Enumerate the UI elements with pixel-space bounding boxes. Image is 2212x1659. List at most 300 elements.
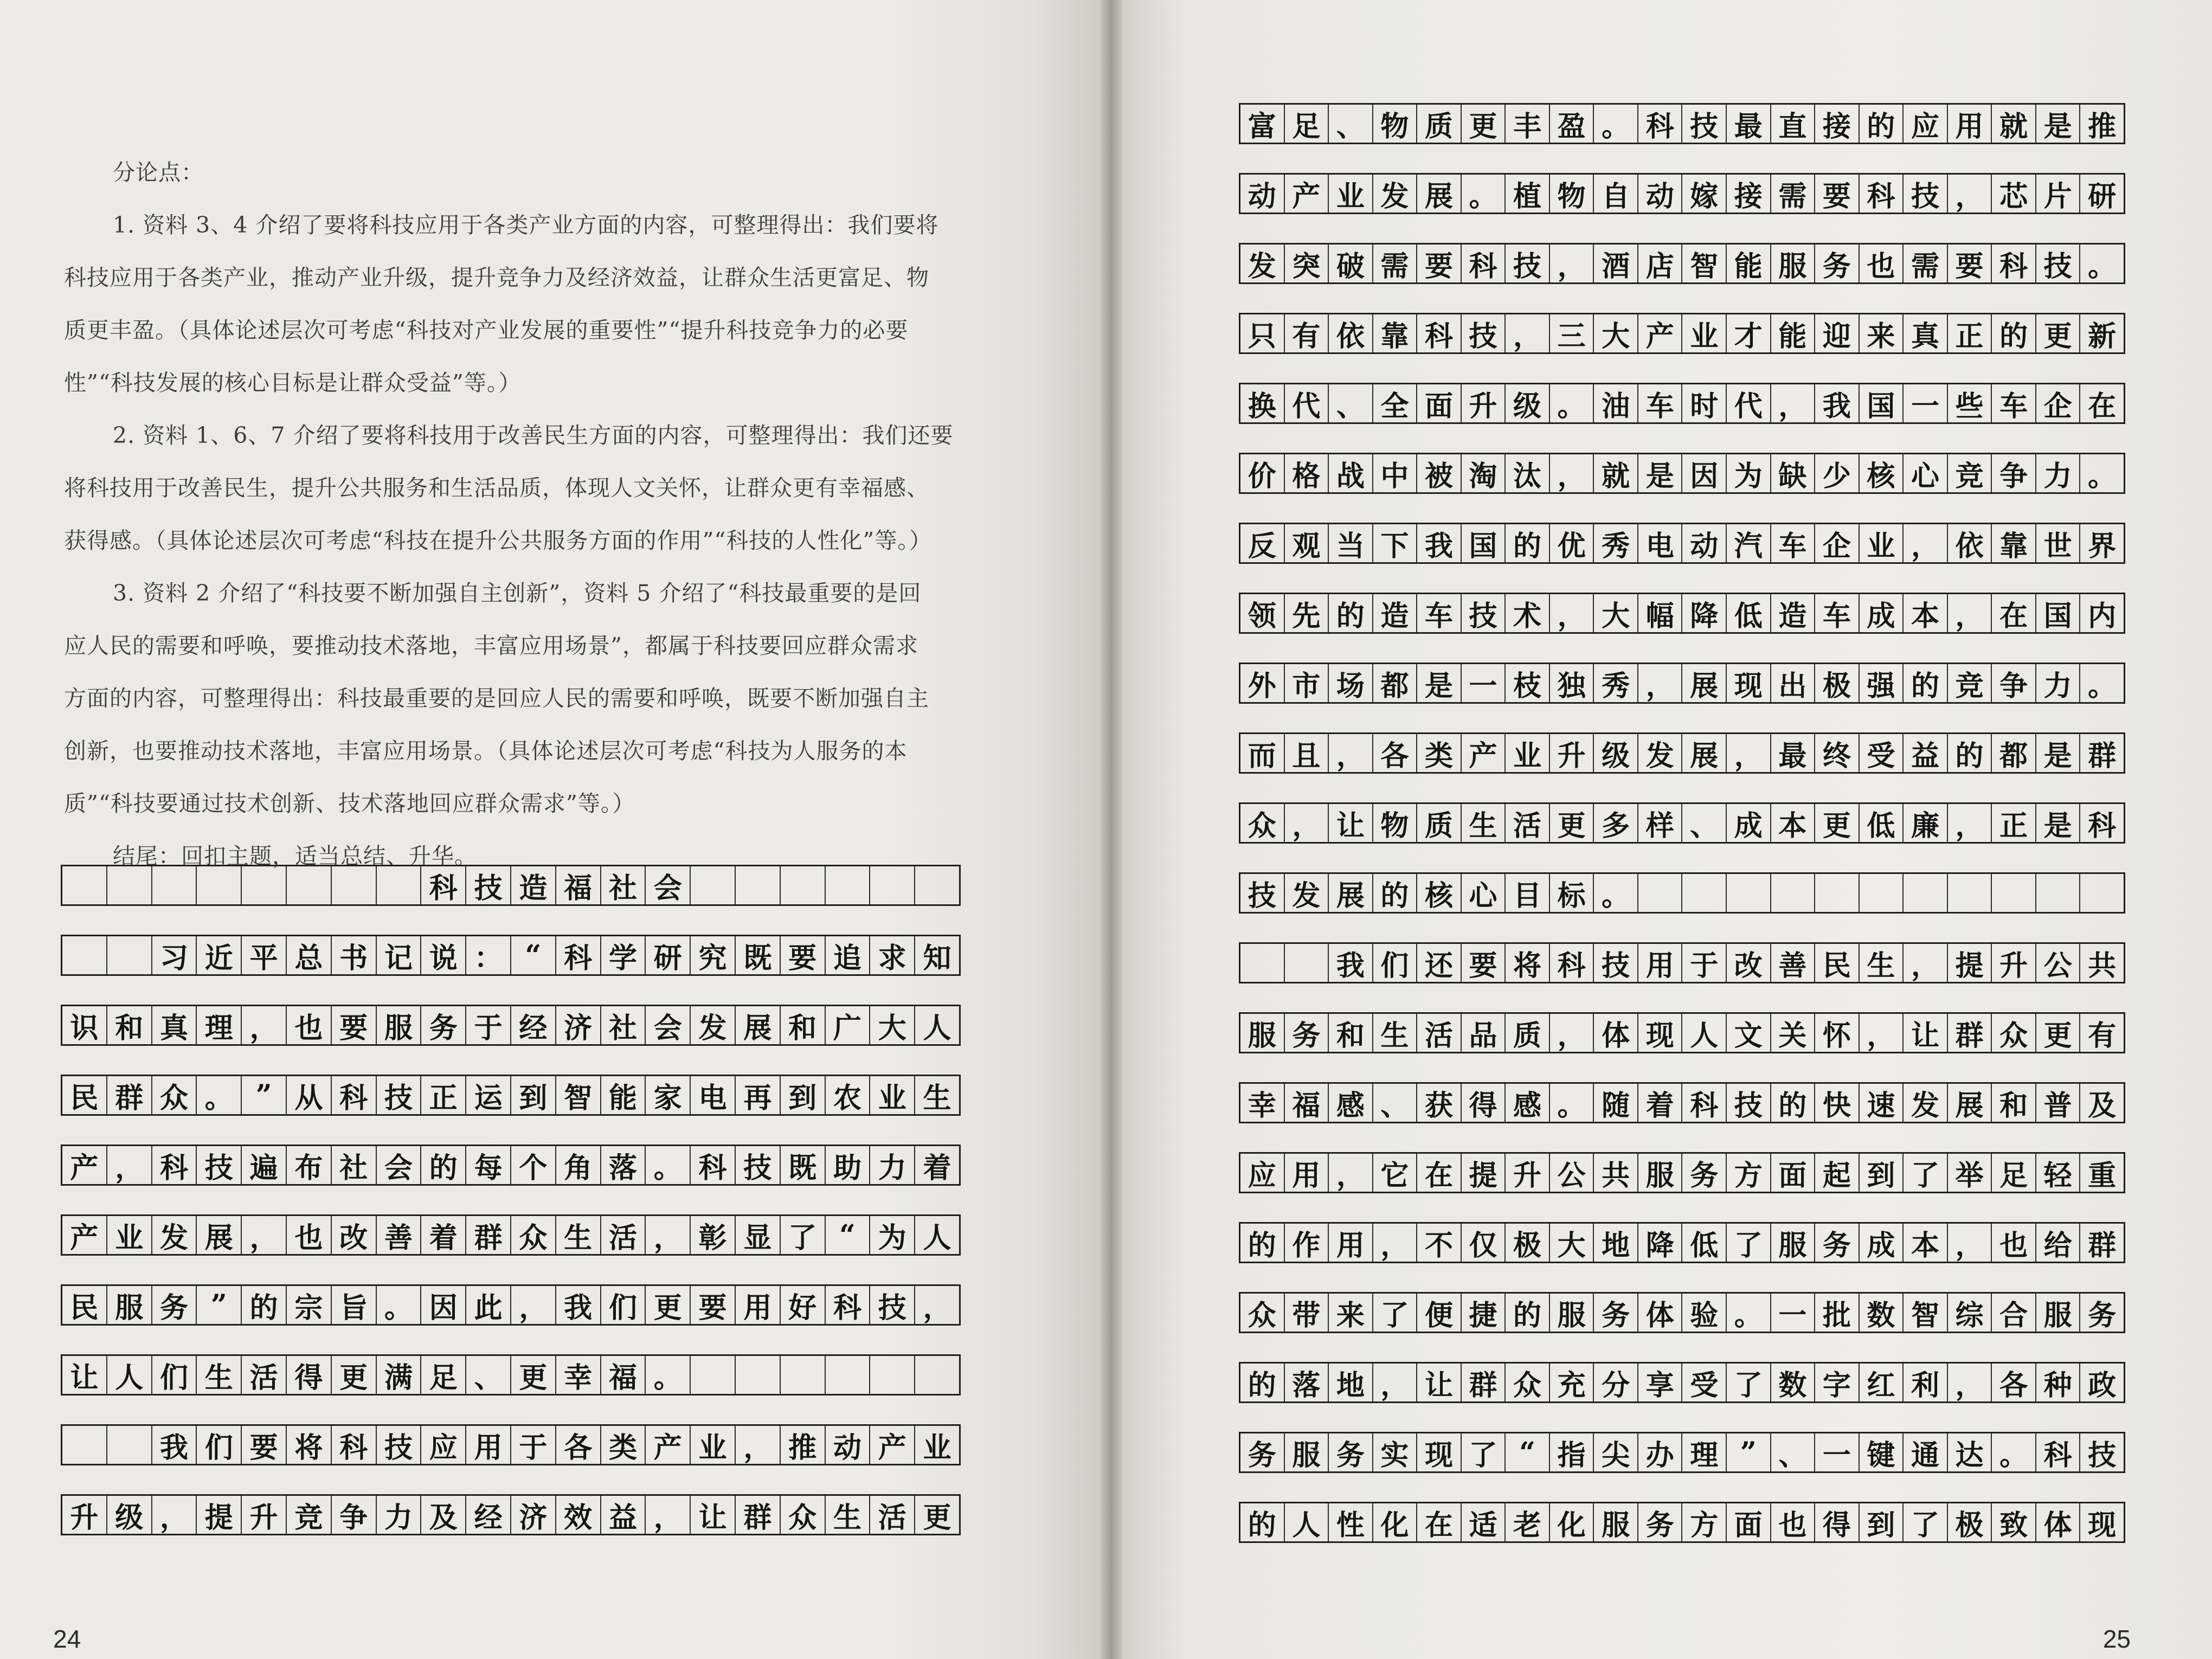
grid-cell: 书 <box>332 936 377 974</box>
grid-cell: 廉 <box>1904 804 1948 842</box>
grid-cell: 下 <box>1373 524 1418 562</box>
grid-cell: 动 <box>1240 175 1285 213</box>
grid-cell <box>152 866 197 904</box>
grid-cell: 生 <box>556 1216 601 1254</box>
grid-cell: 于 <box>511 1426 556 1464</box>
grid-cell: 正 <box>1992 804 2036 842</box>
grid-cell: 车 <box>1992 384 2036 422</box>
grid-cell: 格 <box>1285 454 1329 492</box>
grid-cell: 升 <box>1506 1154 1550 1192</box>
grid-cell: ， <box>1948 1224 1992 1262</box>
grid-cell: ， <box>1329 734 1373 772</box>
grid-cell: ， <box>1948 175 1992 213</box>
grid-cell: 且 <box>1285 734 1329 772</box>
grid-cell: 心 <box>1462 874 1506 912</box>
grid-cell <box>107 1426 152 1464</box>
grid-cell: 务 <box>1240 1433 1285 1471</box>
grid-cell: 更 <box>1462 105 1506 143</box>
grid-cell: 体 <box>2036 1503 2081 1541</box>
grid-cell: 全 <box>1373 384 1418 422</box>
grid-cell: 服 <box>1771 245 1816 282</box>
grid-cell: 平 <box>242 936 287 974</box>
grid-cell: 众 <box>781 1496 826 1534</box>
grid-cell: 、 <box>1329 384 1373 422</box>
grid-cell: 务 <box>1815 245 1860 282</box>
grid-cell: 有 <box>2088 1019 2117 1052</box>
left-page <box>0 0 1101 1659</box>
grid-cell: 快 <box>1815 1084 1860 1122</box>
grid-cell: 得 <box>1462 1084 1506 1122</box>
grid-cell: 。 <box>1462 175 1506 213</box>
grid-cell: 福 <box>1285 1084 1329 1122</box>
grid-cell <box>2036 874 2081 912</box>
grid-cell <box>736 1356 781 1394</box>
grid-cell: 正 <box>1948 314 1992 352</box>
grid-row <box>1239 802 2125 844</box>
grid-cell: 理 <box>1682 1433 1727 1471</box>
grid-cell: 落 <box>1285 1364 1329 1401</box>
grid-cell: 落 <box>601 1146 646 1184</box>
printed-line: 3. 资料 2 介绍了“科技要不断加强自主创新”，资料 5 介绍了“科技最重要的是回 <box>113 580 922 606</box>
grid-cell: 力 <box>870 1146 915 1184</box>
grid-cell: ， <box>1638 664 1683 702</box>
grid-cell: 展 <box>1682 734 1727 772</box>
grid-cell: 人 <box>923 1221 951 1254</box>
grid-cell: 力 <box>377 1496 422 1534</box>
grid-row <box>61 1214 961 1256</box>
printed-line: 质”“科技要通过技术创新、技术落地回应群众需求”等。） <box>64 790 635 816</box>
grid-cell: 类 <box>601 1426 646 1464</box>
grid-cell: ， <box>1329 1154 1373 1192</box>
grid-cell: 我 <box>1417 524 1462 562</box>
grid-cell: 需 <box>1373 245 1418 282</box>
grid-cell: 研 <box>646 936 691 974</box>
printed-line: 2. 资料 1、6、7 介绍了要将科技用于改善民生方面的内容，可整理得出：我们还要 <box>113 422 954 448</box>
printed-line: 应人民的需要和呼唤，要推动技术落地，丰富应用场景”，都属于科技要回应群众需求 <box>64 633 918 659</box>
grid-cell: 人 <box>1285 1503 1329 1541</box>
grid-cell: 发 <box>1373 175 1418 213</box>
grid-cell: 各 <box>556 1426 601 1464</box>
grid-cell: 。 <box>646 1356 691 1394</box>
grid-cell: 在 <box>1417 1503 1462 1541</box>
grid-cell: 车 <box>1638 384 1683 422</box>
grid-cell: 宗 <box>287 1286 332 1324</box>
grid-cell: 目 <box>1506 874 1550 912</box>
grid-cell: 展 <box>736 1006 781 1044</box>
grid-cell <box>62 866 107 904</box>
grid-cell: 更 <box>1550 804 1594 842</box>
grid-cell: 本 <box>1904 1224 1948 1262</box>
grid-cell: 盈 <box>1550 105 1594 143</box>
grid-cell: 服 <box>1285 1433 1329 1471</box>
printed-line: 获得感。（具体论述层次可考虑“科技在提升公共服务方面的作用”“科技的人性化”等。） <box>64 528 932 554</box>
grid-cell: 内 <box>2088 599 2117 632</box>
grid-cell: 。 <box>1992 1433 2036 1471</box>
grid-row <box>1239 1012 2125 1053</box>
grid-cell: 大 <box>1594 314 1638 352</box>
grid-cell: 观 <box>1285 524 1329 562</box>
grid-cell: 从 <box>287 1076 332 1114</box>
grid-cell: 验 <box>1682 1294 1727 1332</box>
grid-cell: 务 <box>421 1006 466 1044</box>
grid-cell: 分 <box>1594 1364 1638 1401</box>
grid-cell: 服 <box>1638 1154 1683 1192</box>
essay-grid-right <box>1239 103 2125 1572</box>
grid-cell: 老 <box>1506 1503 1550 1541</box>
grid-cell: 方 <box>1727 1154 1771 1192</box>
grid-cell: 服 <box>1550 1294 1594 1332</box>
grid-row <box>61 1354 961 1396</box>
grid-cell: 家 <box>646 1076 691 1114</box>
grid-cell: 感 <box>1506 1084 1550 1122</box>
grid-cell: 服 <box>1771 1224 1816 1262</box>
grid-cell: 服 <box>1594 1503 1638 1541</box>
grid-cell: 动 <box>1638 175 1683 213</box>
grid-row <box>61 935 961 976</box>
grid-cell: 给 <box>2036 1224 2081 1262</box>
grid-cell: 技 <box>1594 944 1638 982</box>
grid-cell: 被 <box>1417 454 1462 492</box>
grid-cell: 世 <box>2036 524 2081 562</box>
grid-cell: 技 <box>2088 1438 2117 1471</box>
grid-cell: 车 <box>1771 524 1816 562</box>
grid-cell: 让 <box>1417 1364 1462 1401</box>
grid-cell: 发 <box>1638 734 1683 772</box>
grid-cell: 就 <box>1594 454 1638 492</box>
grid-cell: 科 <box>1417 314 1462 352</box>
grid-cell: 科 <box>1550 944 1594 982</box>
grid-cell: 强 <box>1860 664 1904 702</box>
grid-cell: 新 <box>2088 319 2117 352</box>
grid-cell: 字 <box>1815 1364 1860 1401</box>
grid-cell: 务 <box>1329 1433 1373 1471</box>
grid-cell: 到 <box>1860 1503 1904 1541</box>
grid-cell: 。 <box>2088 249 2117 282</box>
grid-cell: 务 <box>152 1286 197 1324</box>
grid-cell: 一 <box>1462 664 1506 702</box>
grid-cell: 。 <box>1594 105 1638 143</box>
grid-cell: 多 <box>1594 804 1638 842</box>
grid-cell: 群 <box>1948 1014 1992 1052</box>
grid-cell: 务 <box>1682 1154 1727 1192</box>
grid-cell: 科 <box>1638 105 1683 143</box>
printed-outline-text <box>64 146 975 883</box>
grid-cell: 业 <box>1329 175 1373 213</box>
grid-cell: 界 <box>2088 529 2117 562</box>
grid-cell: 争 <box>1992 664 2036 702</box>
grid-cell: 活 <box>870 1496 915 1534</box>
grid-cell: 业 <box>870 1076 915 1114</box>
grid-row <box>1239 383 2125 424</box>
grid-cell: 改 <box>332 1216 377 1254</box>
grid-cell: 本 <box>1771 804 1816 842</box>
grid-cell: 地 <box>1594 1224 1638 1262</box>
grid-row <box>1239 732 2125 774</box>
grid-cell: 靠 <box>1992 524 2036 562</box>
grid-cell: 科 <box>421 866 466 904</box>
grid-cell: 丰 <box>1506 105 1550 143</box>
grid-cell <box>781 866 826 904</box>
grid-cell: 生 <box>1860 944 1904 982</box>
grid-cell: 大 <box>1550 1224 1594 1262</box>
grid-cell: 的 <box>1373 874 1418 912</box>
grid-cell: 究 <box>691 936 736 974</box>
grid-cell: 公 <box>1550 1154 1594 1192</box>
grid-cell: ， <box>1727 734 1771 772</box>
grid-cell: 追 <box>826 936 871 974</box>
grid-cell: 们 <box>197 1426 242 1464</box>
grid-cell: 推 <box>781 1426 826 1464</box>
grid-cell: 发 <box>1904 1084 1948 1122</box>
grid-row <box>1239 1222 2125 1263</box>
grid-cell: 各 <box>1992 1364 2036 1401</box>
grid-cell: 面 <box>1771 1154 1816 1192</box>
grid-cell: 造 <box>511 866 556 904</box>
grid-cell: 民 <box>62 1076 107 1114</box>
grid-cell: 众 <box>1240 1294 1285 1332</box>
grid-cell: 技 <box>1240 874 1285 912</box>
grid-cell: 、 <box>1682 804 1727 842</box>
grid-cell: 们 <box>152 1356 197 1394</box>
grid-cell: 科 <box>1462 245 1506 282</box>
grid-cell: 政 <box>2088 1368 2117 1401</box>
grid-cell: 理 <box>197 1006 242 1044</box>
grid-cell: 怀 <box>1815 1014 1860 1052</box>
grid-cell: 仅 <box>1462 1224 1506 1262</box>
grid-cell: 来 <box>1329 1294 1373 1332</box>
grid-cell: 生 <box>923 1081 951 1114</box>
grid-cell: 市 <box>1285 664 1329 702</box>
grid-cell: 降 <box>1682 594 1727 632</box>
grid-row <box>61 1144 961 1186</box>
grid-cell: 。 <box>197 1076 242 1114</box>
grid-cell: ， <box>1948 804 1992 842</box>
grid-cell: 要 <box>332 1006 377 1044</box>
grid-cell: 活 <box>242 1356 287 1394</box>
grid-cell: 了 <box>781 1216 826 1254</box>
grid-cell: 作 <box>1285 1224 1329 1262</box>
grid-cell: 低 <box>1682 1224 1727 1262</box>
grid-cell <box>197 866 242 904</box>
grid-cell: 了 <box>1904 1503 1948 1541</box>
grid-cell: 应 <box>421 1426 466 1464</box>
grid-cell: 受 <box>1682 1364 1727 1401</box>
grid-cell: 、 <box>1329 105 1373 143</box>
grid-cell: 的 <box>1240 1503 1285 1541</box>
grid-cell: 布 <box>287 1146 332 1184</box>
grid-cell: 为 <box>1727 454 1771 492</box>
grid-cell: 务 <box>1594 1294 1638 1332</box>
grid-cell <box>287 866 332 904</box>
grid-cell: ， <box>1285 804 1329 842</box>
grid-cell: 的 <box>1506 1294 1550 1332</box>
grid-cell: 科 <box>332 1076 377 1114</box>
grid-cell: 及 <box>2088 1089 2117 1122</box>
grid-cell: 破 <box>1329 245 1373 282</box>
grid-row <box>61 1075 961 1116</box>
grid-cell: 和 <box>1329 1014 1373 1052</box>
grid-cell: 直 <box>1771 105 1816 143</box>
grid-cell: 现 <box>2088 1508 2117 1541</box>
grid-cell: 幸 <box>556 1356 601 1394</box>
grid-cell: 极 <box>1506 1224 1550 1262</box>
grid-cell: 让 <box>691 1496 736 1534</box>
grid-cell: 嫁 <box>1682 175 1727 213</box>
grid-cell <box>691 866 736 904</box>
grid-cell: 淘 <box>1462 454 1506 492</box>
book-spine <box>1101 0 1122 1659</box>
grid-cell: 展 <box>1329 874 1373 912</box>
grid-cell: 达 <box>1948 1433 1992 1471</box>
grid-cell: 活 <box>1506 804 1550 842</box>
grid-cell: 要 <box>242 1426 287 1464</box>
grid-cell: 适 <box>1462 1503 1506 1541</box>
grid-cell: 让 <box>1904 1014 1948 1052</box>
grid-cell: 车 <box>1815 594 1860 632</box>
grid-cell: 用 <box>466 1426 511 1464</box>
grid-cell: 合 <box>1992 1294 2036 1332</box>
grid-cell: 数 <box>1771 1364 1816 1401</box>
grid-cell: 升 <box>62 1496 107 1534</box>
grid-cell: 得 <box>1815 1503 1860 1541</box>
grid-cell: 也 <box>287 1006 332 1044</box>
grid-cell: 了 <box>1727 1224 1771 1262</box>
grid-cell: 它 <box>1373 1154 1418 1192</box>
grid-cell: 于 <box>466 1006 511 1044</box>
grid-cell: 轻 <box>2036 1154 2081 1192</box>
grid-cell: 到 <box>781 1076 826 1114</box>
grid-cell: 大 <box>870 1006 915 1044</box>
grid-cell: 质 <box>1417 804 1462 842</box>
grid-cell: 场 <box>1329 664 1373 702</box>
grid-cell: 致 <box>1992 1503 2036 1541</box>
grid-cell: 社 <box>601 866 646 904</box>
grid-cell: 及 <box>421 1496 466 1534</box>
grid-cell: 大 <box>1594 594 1638 632</box>
grid-cell: 众 <box>1240 804 1285 842</box>
grid-cell: 级 <box>1506 384 1550 422</box>
grid-cell: 产 <box>1285 175 1329 213</box>
grid-cell: ， <box>242 1216 287 1254</box>
grid-cell: 三 <box>1550 314 1594 352</box>
grid-cell: 既 <box>736 936 781 974</box>
grid-cell: 来 <box>1860 314 1904 352</box>
grid-row <box>1239 1362 2125 1403</box>
grid-cell: 现 <box>1417 1433 1462 1471</box>
grid-cell: 智 <box>1682 245 1727 282</box>
grid-cell <box>870 1356 915 1394</box>
grid-cell: 服 <box>377 1006 422 1044</box>
page-number-right: 25 <box>2102 1625 2131 1653</box>
grid-cell: 科 <box>1992 245 2036 282</box>
grid-cell: ， <box>1373 1224 1418 1262</box>
grid-cell: 种 <box>2036 1364 2081 1401</box>
grid-cell: 油 <box>1594 384 1638 422</box>
grid-cell: 识 <box>62 1006 107 1044</box>
grid-cell: 在 <box>2088 389 2117 422</box>
grid-cell: 济 <box>556 1006 601 1044</box>
grid-cell: 的 <box>242 1286 287 1324</box>
grid-cell: 战 <box>1329 454 1373 492</box>
grid-cell: 研 <box>2088 179 2117 213</box>
grid-cell: 幅 <box>1638 594 1683 632</box>
grid-cell: 质 <box>1506 1014 1550 1052</box>
grid-row <box>1239 1432 2125 1473</box>
grid-cell: 发 <box>1240 245 1285 282</box>
grid-cell: 众 <box>1506 1364 1550 1401</box>
grid-cell: 也 <box>1860 245 1904 282</box>
grid-cell <box>691 1356 736 1394</box>
grid-cell: 每 <box>466 1146 511 1184</box>
printed-line: 1. 资料 3、4 介绍了要将科技应用于各类产业方面的内容，可整理得出：我们要将 <box>113 212 939 238</box>
grid-cell: 竞 <box>1948 454 1992 492</box>
grid-cell: 生 <box>1462 804 1506 842</box>
grid-cell: 用 <box>1329 1224 1373 1262</box>
grid-cell: 迎 <box>1815 314 1860 352</box>
grid-cell: 需 <box>1904 245 1948 282</box>
grid-cell: 产 <box>62 1216 107 1254</box>
grid-cell: ， <box>1904 524 1948 562</box>
grid-cell: 业 <box>691 1426 736 1464</box>
grid-cell: 关 <box>1771 1014 1816 1052</box>
grid-cell: 人 <box>107 1356 152 1394</box>
grid-row <box>1239 1152 2125 1193</box>
grid-cell: 群 <box>736 1496 781 1534</box>
grid-cell: 善 <box>1771 944 1816 982</box>
grid-cell <box>1240 944 1285 982</box>
grid-cell <box>377 866 422 904</box>
grid-cell: 真 <box>152 1006 197 1044</box>
grid-row <box>1239 593 2125 634</box>
grid-cell: 技 <box>1462 314 1506 352</box>
grid-cell: 起 <box>1815 1154 1860 1192</box>
grid-row <box>1239 1502 2125 1543</box>
grid-cell: 科 <box>332 1426 377 1464</box>
grid-cell: 群 <box>107 1076 152 1114</box>
grid-cell: 要 <box>1948 245 1992 282</box>
grid-row <box>61 865 961 906</box>
grid-cell: 要 <box>691 1286 736 1324</box>
grid-row <box>1239 243 2125 284</box>
printed-line: 将科技用于改善民生，提升公共服务和生活品质，体现人文关怀，让群众更有幸福感、 <box>64 475 929 501</box>
grid-cell <box>1948 874 1992 912</box>
grid-cell: 务 <box>2088 1298 2117 1332</box>
grid-cell: 。 <box>1550 384 1594 422</box>
grid-cell: 是 <box>2036 734 2081 772</box>
grid-cell: 动 <box>826 1426 871 1464</box>
grid-cell: 智 <box>1904 1294 1948 1332</box>
grid-cell: 共 <box>1594 1154 1638 1192</box>
grid-cell: 善 <box>377 1216 422 1254</box>
grid-cell: 旨 <box>332 1286 377 1324</box>
grid-cell: 富 <box>1240 105 1285 143</box>
grid-cell: 。 <box>1594 874 1638 912</box>
grid-cell: 先 <box>1285 594 1329 632</box>
grid-cell <box>826 1356 871 1394</box>
grid-cell: 领 <box>1240 594 1285 632</box>
grid-cell: 福 <box>601 1356 646 1394</box>
grid-cell: ， <box>1771 384 1816 422</box>
grid-cell: 服 <box>107 1286 152 1324</box>
grid-cell: 为 <box>870 1216 915 1254</box>
grid-cell: 们 <box>1373 944 1418 982</box>
grid-cell: ： <box>466 936 511 974</box>
grid-cell: 民 <box>62 1286 107 1324</box>
grid-cell <box>242 866 287 904</box>
grid-cell: 成 <box>1860 1224 1904 1262</box>
grid-cell: 我 <box>152 1426 197 1464</box>
grid-cell: ， <box>736 1426 781 1464</box>
